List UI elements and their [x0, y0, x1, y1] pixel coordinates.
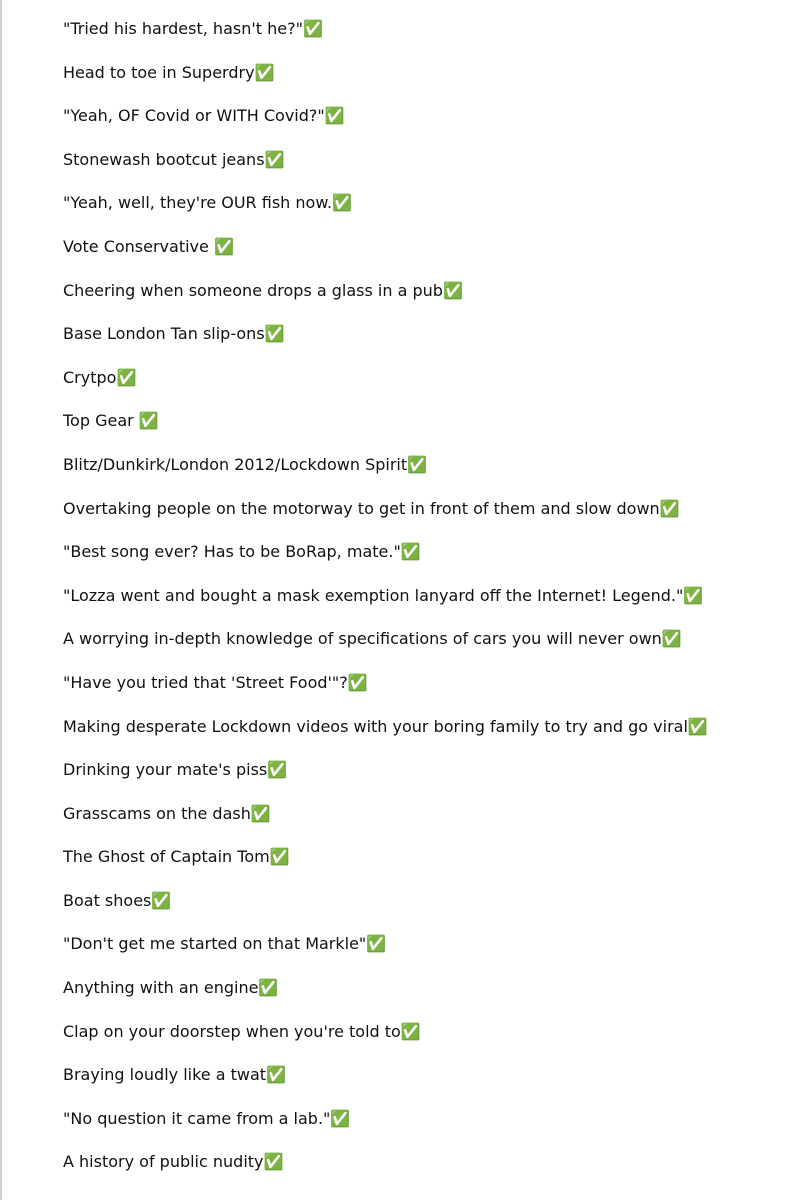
list-item: [63, 190, 783, 234]
list-item: [63, 278, 783, 322]
list-item-text: "Yeah, OF Covid or WITH Covid?"✅: [63, 106, 345, 126]
list-item: [63, 844, 783, 888]
list-item: [63, 365, 783, 409]
list-item-text: "Tried his hardest, hasn't he?"✅: [63, 19, 323, 38]
list-item: [63, 670, 783, 714]
list-item: [63, 1062, 783, 1106]
list-item-text: Blitz/Dunkirk/London 2012/Lockdown Spirit✅: [63, 454, 428, 474]
list-item: [63, 16, 783, 60]
list-item-text: Drinking your mate's piss✅: [63, 760, 288, 780]
list-item-text: Boat shoes✅: [63, 890, 172, 910]
list-item-text: Making desperate Lockdown videos with your boring family to try and go viral✅: [63, 716, 708, 736]
list-item: [63, 1149, 783, 1193]
list-item-text: Crytpo✅: [63, 367, 137, 387]
list-item-text: Stonewash bootcut jeans✅: [63, 149, 285, 169]
list-item: [63, 1019, 783, 1063]
list-item: [63, 408, 783, 452]
list-item-text: A worrying in-depth knowledge of specifications of cars you will never own✅: [63, 629, 682, 649]
list-item-text: Grasscams on the dash✅: [63, 803, 271, 823]
list-item: [63, 103, 783, 147]
list-item: [63, 1106, 783, 1150]
list-item: [63, 60, 783, 104]
list-item-text: Cheering when someone drops a glass in a pub✅: [63, 280, 463, 300]
list-item-text: "Best song ever? Has to be BoRap, mate."✅: [63, 542, 421, 562]
list-item: [63, 931, 783, 975]
list-item: [63, 234, 783, 278]
list-item: [63, 888, 783, 932]
list-item-text: The Ghost of Captain Tom✅: [63, 847, 290, 867]
list-item: [63, 626, 783, 670]
list-item: [63, 321, 783, 365]
list-item-text: Clap on your doorstep when you're told to✅: [63, 1021, 421, 1041]
list-item: [63, 801, 783, 845]
list-item: [63, 147, 783, 191]
list-item-text: Head to toe in Superdry✅: [63, 62, 275, 82]
list-item: [63, 496, 783, 540]
list-item-text: "Yeah, well, they're OUR fish now.✅: [63, 193, 352, 213]
list-item-text: Vote Conservative ✅: [63, 236, 234, 256]
page-left-border: [0, 0, 2, 1200]
list-item-text: Braying loudly like a twat✅: [63, 1065, 286, 1085]
list-item: [63, 452, 783, 496]
list-item-text: "Have you tried that 'Street Food'"?✅: [63, 672, 368, 692]
list-item: [63, 583, 783, 627]
list-item-text: Overtaking people on the motorway to get in front of them and slow down✅: [63, 498, 680, 518]
list-item: [63, 714, 783, 758]
list-item-text: Base London Tan slip-ons✅: [63, 324, 285, 344]
list-item: [63, 757, 783, 801]
list-item-text: Anything with an engine✅: [63, 978, 279, 998]
list-item-text: "No question it came from a lab."✅: [63, 1108, 351, 1128]
checklist: [63, 16, 783, 1193]
list-item: [63, 975, 783, 1019]
list-item-text: A history of public nudity✅: [63, 1152, 284, 1172]
list-item-text: "Lozza went and bought a mask exemption lanyard off the Internet! Legend."✅: [63, 585, 704, 605]
list-item-text: "Don't get me started on that Markle"✅: [63, 934, 387, 954]
list-item: [63, 539, 783, 583]
list-item-text: Top Gear ✅: [63, 411, 159, 431]
